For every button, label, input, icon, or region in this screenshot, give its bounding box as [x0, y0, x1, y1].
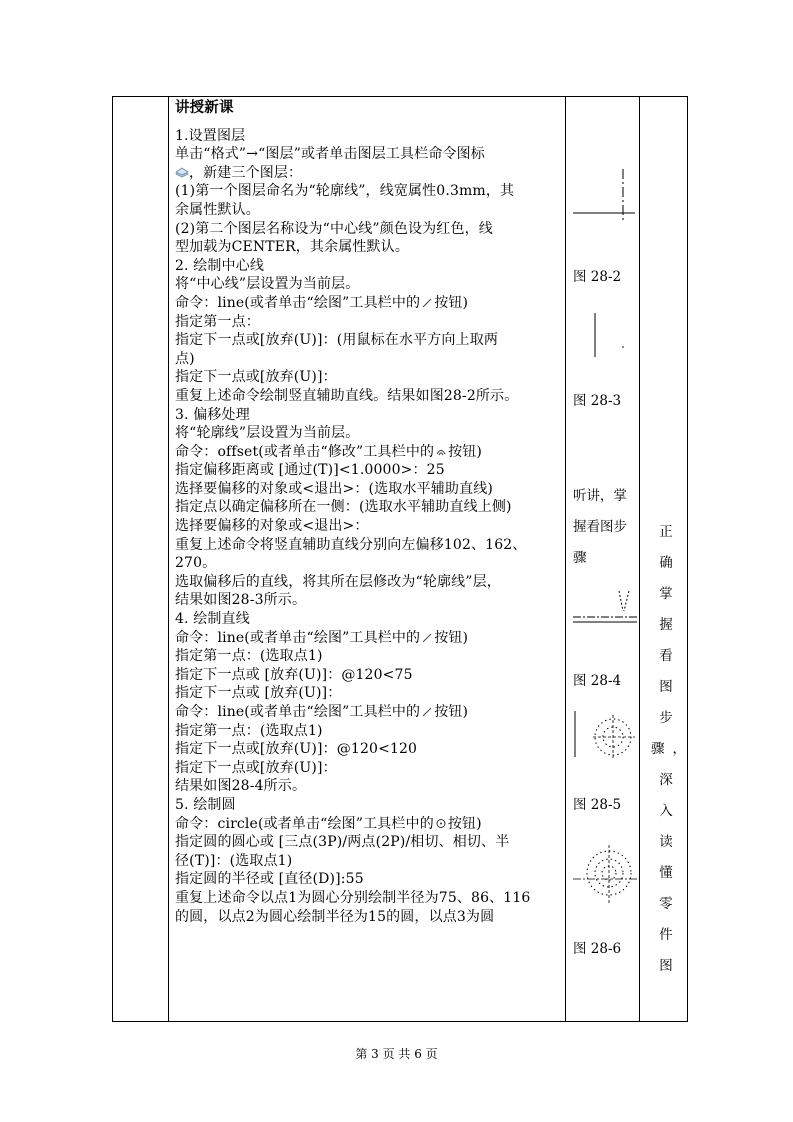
text-line: 重复上述命令绘制竖直辅助直线。结果如图28-2所示。: [175, 387, 519, 404]
text-line: 3. 偏移处理: [175, 406, 250, 423]
text-line: 指定下一点或[放弃(U)]：: [175, 369, 337, 386]
text-line: 指定下一点或 [放弃(U)]：@120<75: [175, 666, 413, 683]
figure-caption: 图 28-5: [573, 797, 622, 813]
text-line: 5. 绘制圆: [175, 796, 236, 813]
teaching-method-note: 听讲，掌 握看图步 骤: [573, 488, 627, 566]
text-line: 重复上述命令将竖直辅助直线分别向左偏移102、162、: [175, 536, 527, 553]
text-line: 命令：line(或者单击“绘图”工具栏中的 按钮): [175, 294, 469, 311]
text-line: 单击“格式”→“图层”或者单击图层工具栏命令图标: [175, 146, 485, 163]
text-line: 将“中心线”层设置为当前层。: [175, 276, 360, 293]
text-line: 命令：offset(或者单击“修改”工具栏中的 按钮): [175, 443, 483, 460]
figure-28-3-drawing: [571, 307, 639, 367]
text-line: 2. 绘制中心线: [175, 257, 265, 274]
text-line: 选择要偏移的对象或<退出>：(选取水平辅助直线): [175, 480, 493, 497]
text-line: 命令：circle(或者单击“绘图”工具栏中的 按钮): [175, 815, 482, 832]
circle-icon: [434, 816, 448, 827]
figure-caption: 图 28-3: [573, 393, 622, 409]
text-line: 重复上述命令以点1为圆心分别绘制半径为75、86、116: [175, 889, 531, 906]
text-line: 指定偏移距离或 [通过(T)]<1.0000>：25: [175, 462, 445, 479]
text-line: 指定下一点或[放弃(U)]：(用鼠标在水平方向上取两: [175, 332, 499, 349]
text-line: 指定下一点或 [放弃(U)]：: [175, 685, 342, 702]
column-divider: [639, 97, 640, 1021]
text-line: 结果如图28-4所示。: [175, 778, 307, 795]
text-line: 余属性默认。: [175, 201, 260, 218]
text-line: 指定圆的圆心或 [三点(3P)/两点(2P)/相切、相切、半: [175, 834, 510, 851]
text-line: 指定第一点：: [175, 313, 260, 330]
text-line: 选取偏移后的直线，将其所在层修改为“轮廓线”层，: [175, 573, 501, 590]
text-line: 结果如图28-3所示。: [175, 592, 307, 609]
section-heading: 讲授新课: [175, 99, 234, 116]
figure-caption: 图 28-2: [573, 269, 622, 285]
text-line: 选择要偏移的对象或<退出>：: [175, 518, 369, 535]
line-icon: [420, 630, 434, 641]
text-line: 的圆，以点2为圆心绘制半径为15的圆，以点3为圆: [175, 908, 495, 925]
text-line: 4. 绘制直线: [175, 611, 250, 628]
main-content: [175, 97, 565, 926]
text-line: 命令：line(或者单击“绘图”工具栏中的 按钮): [175, 704, 469, 720]
figure-28-2-drawing: [571, 167, 639, 227]
text-line: 型加载为CENTER，其余属性默认。: [175, 239, 409, 256]
text-line: (1)第一个图层命名为“轮廓线”，线宽属性0.3mm，其: [175, 183, 515, 200]
text-line: 命令：line(或者单击“绘图”工具栏中的 按钮): [175, 629, 469, 646]
offset-icon: [434, 444, 448, 455]
text-line: 径(T)]：(选取点1): [175, 852, 293, 869]
text-line: 点): [175, 350, 195, 367]
lesson-table: [112, 96, 694, 1022]
text-line: 1.设置图层: [175, 127, 246, 144]
text-line: 指定下一点或[放弃(U)]：: [175, 759, 337, 776]
page-footer: 第 3 页 共 6 页: [355, 1047, 438, 1061]
figure-28-6-drawing: [571, 837, 639, 907]
figure-caption: 图 28-4: [573, 673, 622, 689]
figure-caption: 图 28-6: [573, 941, 622, 957]
column-divider: [565, 97, 566, 1021]
text-line: 指定第一点：(选取点1): [175, 722, 323, 739]
text-line: 270。: [175, 555, 217, 572]
text-line: 指定点以确定偏移所在一侧：(选取水平辅助直线上侧): [175, 499, 512, 516]
text-line: ，新建三个图层：: [175, 164, 565, 183]
text-line: 指定圆的半径或 [直径(D)]:55: [175, 871, 364, 888]
text-line: (2)第二个图层名称设为“中心线”颜色设为红色，线: [175, 220, 493, 237]
text-line: 指定下一点或[放弃(U)]：@120<120: [175, 741, 418, 758]
line-icon: [420, 704, 434, 715]
layer-icon: [175, 165, 189, 176]
column-divider: [168, 97, 169, 1021]
line-icon: [420, 295, 434, 306]
figure-28-5-drawing: [571, 707, 639, 767]
teaching-goal: 正确掌握看图步骤，深入读懂零件图: [651, 524, 694, 974]
text-line: 指定第一点：(选取点1): [175, 648, 323, 665]
figure-28-4-drawing: [571, 589, 639, 639]
text-line: 将“轮廓线”层设置为当前层。: [175, 425, 360, 442]
